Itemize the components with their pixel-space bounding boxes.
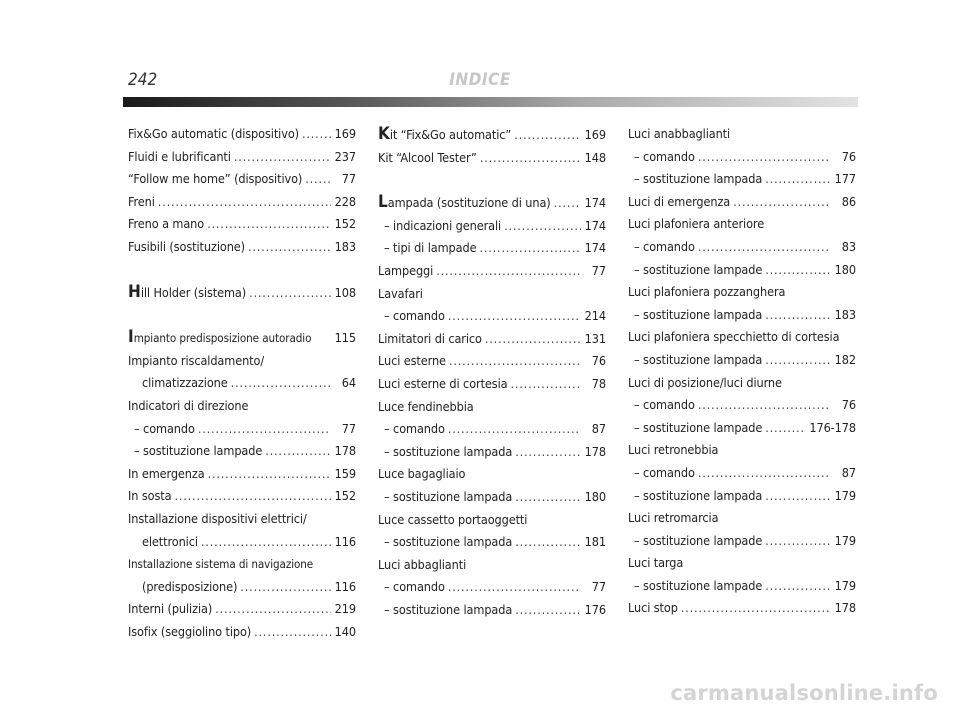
- index-entry: Luci plafoniera pozzanghera: [628, 284, 786, 300]
- section-initial: K: [378, 124, 390, 144]
- index-entry: – sostituzione lampada ..... 183: [628, 304, 856, 327]
- index-entry: – sostituzione lampada ..... 181: [378, 531, 606, 554]
- index-entry: – sostituzione lampade ..... 179: [628, 530, 856, 553]
- index-entry: (predisposizione) ..... 116: [128, 576, 356, 599]
- index-entry: Luci retronebbia: [628, 442, 719, 458]
- index-entry: Hill Holder (sistema) ..... 108: [128, 281, 356, 305]
- index-entry: Installazione dispositivi elettrici/: [128, 510, 307, 526]
- index-entry: – comando ..... 77: [128, 418, 356, 441]
- index-entry: Impianto riscaldamento/: [128, 352, 265, 368]
- index-entry: Luce cassetto portaoggetti: [378, 511, 528, 527]
- index-entry: Kit “Fix&Go automatic” ..... 169: [378, 123, 606, 147]
- index-entry: In emergenza ..... 159: [128, 463, 356, 486]
- index-entry: – comando ..... 214: [378, 305, 606, 328]
- index-entry: Indicatori di direzione: [128, 397, 249, 413]
- index-entry: “Follow me home” (dispositivo) ..... 77: [128, 168, 356, 191]
- index-entry: Interni (pulizia) ..... 219: [128, 598, 356, 621]
- index-entry: – sostituzione lampade ..... 180: [628, 259, 856, 282]
- index-entry: Fusibili (sostituzione) ..... 183: [128, 236, 356, 259]
- index-entry: Luci esterne ..... 76: [378, 350, 606, 373]
- index-entry: Luci di emergenza ..... 86: [628, 191, 856, 214]
- section-initial: H: [128, 281, 141, 302]
- index-entry: – tipi di lampade ..... 174: [378, 237, 606, 260]
- index-entry: Luci targa: [628, 555, 684, 571]
- index-entry: – sostituzione lampada ..... 180: [378, 486, 606, 509]
- index-entry: In sosta ..... 152: [128, 485, 356, 508]
- index-entry: – sostituzione lampada ..... 182: [628, 349, 856, 372]
- index-entry: – sostituzione lampada ..... 177: [628, 168, 856, 191]
- index-entry: Impianto predisposizione autoradio 115: [128, 327, 356, 348]
- index-entry: – comando ..... 87: [628, 462, 856, 485]
- index-entry: – comando ..... 77: [378, 576, 606, 599]
- index-entry: Fix&Go automatic (dispositivo) ..... 169: [128, 123, 356, 146]
- index-entry: Lampada (sostituzione di una) ..... 174: [378, 191, 606, 215]
- index-entry: Luci esterne di cortesia ..... 78: [378, 373, 606, 396]
- index-entry: climatizzazione ..... 64: [128, 372, 356, 395]
- index-entry: Lampeggi ..... 77: [378, 260, 606, 283]
- index-column-1: [128, 123, 356, 643]
- index-column-2: [378, 123, 606, 621]
- index-entry: Luci stop ..... 178: [628, 597, 856, 620]
- index-entry: elettronici ..... 116: [128, 531, 356, 554]
- index-entry: – comando ..... 76: [628, 394, 856, 417]
- index-entry: Freno a mano ..... 152: [128, 213, 356, 236]
- index-entry: – indicazioni generali ..... 174: [378, 215, 606, 238]
- index-entry: – comando ..... 76: [628, 146, 856, 169]
- index-column-3: [628, 123, 856, 620]
- header-rule: [123, 97, 858, 107]
- index-entry: Limitatori di carico ..... 131: [378, 328, 606, 351]
- page-title: INDICE: [449, 70, 511, 90]
- index-entry: Fluidi e lubrificanti ..... 237: [128, 146, 356, 169]
- index-entry: – sostituzione lampade ..... 179: [628, 575, 856, 598]
- index-entry: Luci abbaglianti: [378, 556, 467, 572]
- index-entry: – sostituzione lampade ..... 178: [128, 440, 356, 463]
- index-entry: Luci anabbaglianti: [628, 126, 731, 141]
- index-entry: Luci di posizione/luci diurne: [628, 374, 782, 390]
- index-entry: – sostituzione lampada ..... 176: [378, 599, 606, 622]
- index-entry: – sostituzione lampada ..... 179: [628, 485, 856, 508]
- index-entry: Installazione sistema di navigazione: [128, 557, 314, 572]
- index-entry: Luce fendinebbia: [378, 398, 474, 414]
- page-number: 242: [128, 70, 158, 90]
- index-entry: Luci plafoniera anteriore: [628, 216, 765, 232]
- index-entry: Lavafari: [378, 285, 423, 301]
- index-entry: Isofix (seggiolino tipo) ..... 140: [128, 621, 356, 644]
- index-entry: – comando ..... 87: [378, 418, 606, 441]
- index-entry: Luci plafoniera specchietto di cortesia: [628, 329, 840, 345]
- index-entry: – sostituzione lampada ..... 178: [378, 441, 606, 464]
- watermark: carmanualsonline.info: [670, 681, 938, 705]
- index-entry: Freni ..... 228: [128, 191, 356, 214]
- index-entry: – comando ..... 83: [628, 236, 856, 259]
- index-entry: Kit “Alcool Tester” ..... 148: [378, 147, 606, 170]
- index-entry: Luci retromarcia: [628, 510, 719, 526]
- section-initial: L: [378, 192, 388, 213]
- index-entry: Luce bagagliaio: [378, 466, 466, 482]
- section-initial: I: [128, 327, 134, 348]
- index-entry: – sostituzione lampade ..... 176-178: [628, 417, 856, 440]
